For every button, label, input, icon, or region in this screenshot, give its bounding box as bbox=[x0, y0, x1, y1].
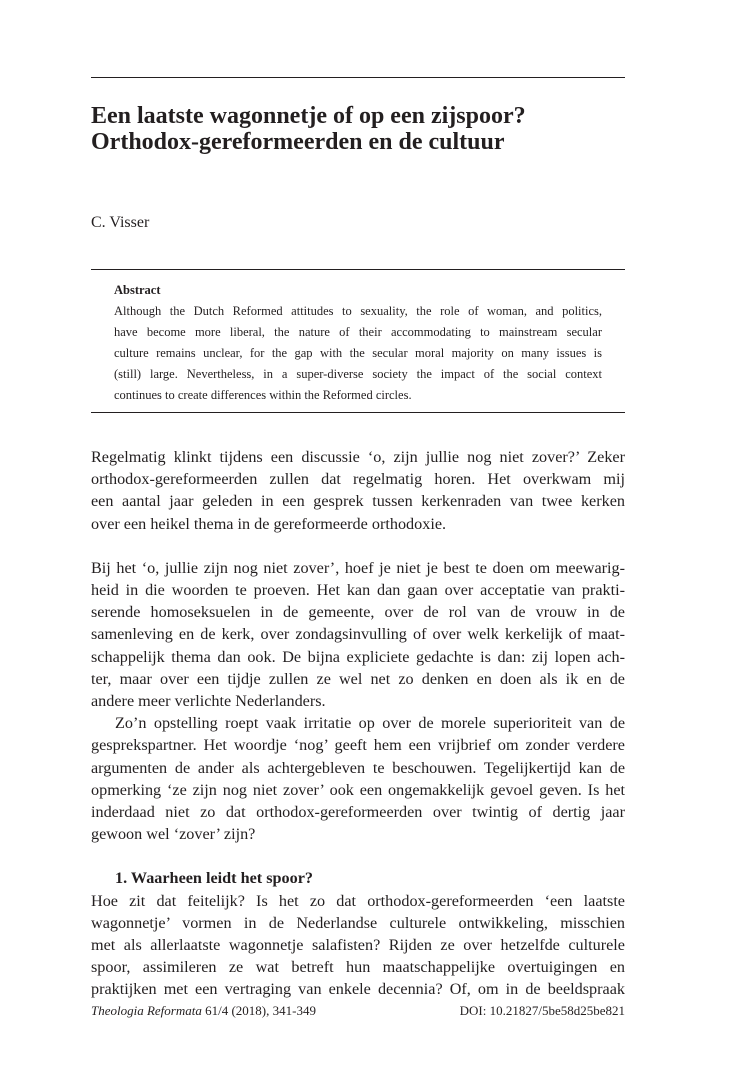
text-line: opmerking ‘ze zijn nog niet zover’ ook een ongemakkelijk gevoel geven. Is het bbox=[91, 780, 625, 799]
text-line: argumenten de ander als achtergebleven te beschouwen. Tegelijkertijd kan de bbox=[91, 758, 625, 777]
paragraph-gap bbox=[91, 535, 625, 557]
text-line: gesprekspartner. Het woordje ‘nog’ geeft hem een vrijbrief om zonder verdere bbox=[91, 736, 625, 755]
paragraph-4 bbox=[91, 890, 625, 1001]
abstract-bottom-rule bbox=[91, 412, 625, 413]
abstract-top-rule bbox=[91, 269, 625, 270]
text-line: inderdaad niet zo dat orthodox-gereformeerden over twintig of dertig jaar bbox=[91, 803, 625, 822]
abstract-line: continues to create differences within the Reformed circles. bbox=[114, 388, 412, 402]
text-line: andere meer verlichte Nederlanders. bbox=[91, 692, 326, 711]
title-line-2: Orthodox-gereformeerden en de cultuur bbox=[91, 129, 505, 155]
article-body bbox=[91, 446, 625, 1001]
abstract-line: Although the Dutch Reformed attitudes to sexuality, the role of woman, and politics, bbox=[114, 304, 602, 318]
abstract-line: culture remains unclear, for the gap with the secular moral majority on many issues is bbox=[114, 346, 602, 360]
text-line: schappelijk thema dan ook. De bijna expliciete gedachte is dan: zij lopen ach- bbox=[91, 647, 625, 666]
section-heading: 1. Waarheen leidt het spoor? bbox=[115, 869, 313, 888]
top-rule bbox=[91, 77, 625, 78]
text-line: gewoon wel ‘zover’ zijn? bbox=[91, 825, 256, 844]
journal-citation bbox=[91, 1003, 316, 1019]
abstract-heading: Abstract bbox=[114, 283, 161, 297]
text-line: Zo’n opstelling roept vaak irritatie op over de morele superioriteit van de bbox=[115, 714, 625, 733]
text-line: wagonnetje’ vormen in de Nederlandse culturele ontwikkeling, misschien bbox=[91, 913, 625, 932]
abstract-line: have become more liberal, the nature of their accommodating to mainstream secular bbox=[114, 325, 602, 339]
paragraph-3 bbox=[91, 712, 625, 845]
abstract-line: (still) large. Nevertheless, in a super-diverse society the impact of the social context bbox=[114, 367, 602, 381]
text-line: een aantal jaar geleden in een gesprek tussen kerkenraden van twee kerken bbox=[91, 492, 625, 511]
text-line: Hoe zit dat feitelijk? Is het zo dat orthodox-gereformeerden ‘een laatste bbox=[91, 891, 625, 910]
text-line: Bij het ‘o, jullie zijn nog niet zover’, hoef je niet je best te doen om meewarig- bbox=[91, 558, 625, 577]
text-line: Regelmatig klinkt tijdens een discussie ‘o, zijn jullie nog niet zover?’ Zeker bbox=[91, 448, 625, 466]
abstract bbox=[114, 280, 602, 406]
author-name: C. Visser bbox=[91, 214, 150, 231]
text-line: over een heikel thema in de gereformeerde orthodoxie. bbox=[91, 514, 447, 533]
article-title bbox=[91, 103, 625, 155]
citation-details: 61/4 (2018), 341-349 bbox=[201, 1003, 316, 1018]
title-line-1: Een laatste wagonnetje of op een zijspoor? bbox=[91, 103, 526, 129]
paragraph-1 bbox=[91, 446, 625, 535]
text-line: praktijken met een vertraging van enkele decennia? Of, om in de beeldspraak bbox=[91, 980, 625, 999]
text-line: serende homoseksuelen in de gemeente, over de rol van de vrouw in de bbox=[91, 603, 625, 622]
text-line: met als allerlaatste wagonnetje salafisten? Rijden ze over hetzelfde culturele bbox=[91, 936, 625, 955]
page-footer bbox=[91, 1003, 625, 1019]
text-line: orthodox-gereformeerden zullen dat regelmatig horen. Het overkwam mij bbox=[91, 470, 625, 489]
paragraph-2 bbox=[91, 557, 625, 712]
text-line: heid in die woorden te proeven. Het kan dan gaan over acceptatie van prakti- bbox=[91, 581, 625, 600]
doi: DOI: 10.21827/5be58d25be821 bbox=[459, 1003, 625, 1018]
text-line: spoor, assimileren ze wat betreft hun maatschappelijke overtuigingen en bbox=[91, 958, 625, 977]
text-line: ter, maar over een tijdje zullen ze wel net zo denken en doen als ik en de bbox=[91, 669, 625, 688]
journal-name: Theologia Reformata bbox=[91, 1003, 202, 1018]
text-line: samenleving en de kerk, over zondagsinvulling of over welk kerkelijk of maat- bbox=[91, 625, 625, 644]
